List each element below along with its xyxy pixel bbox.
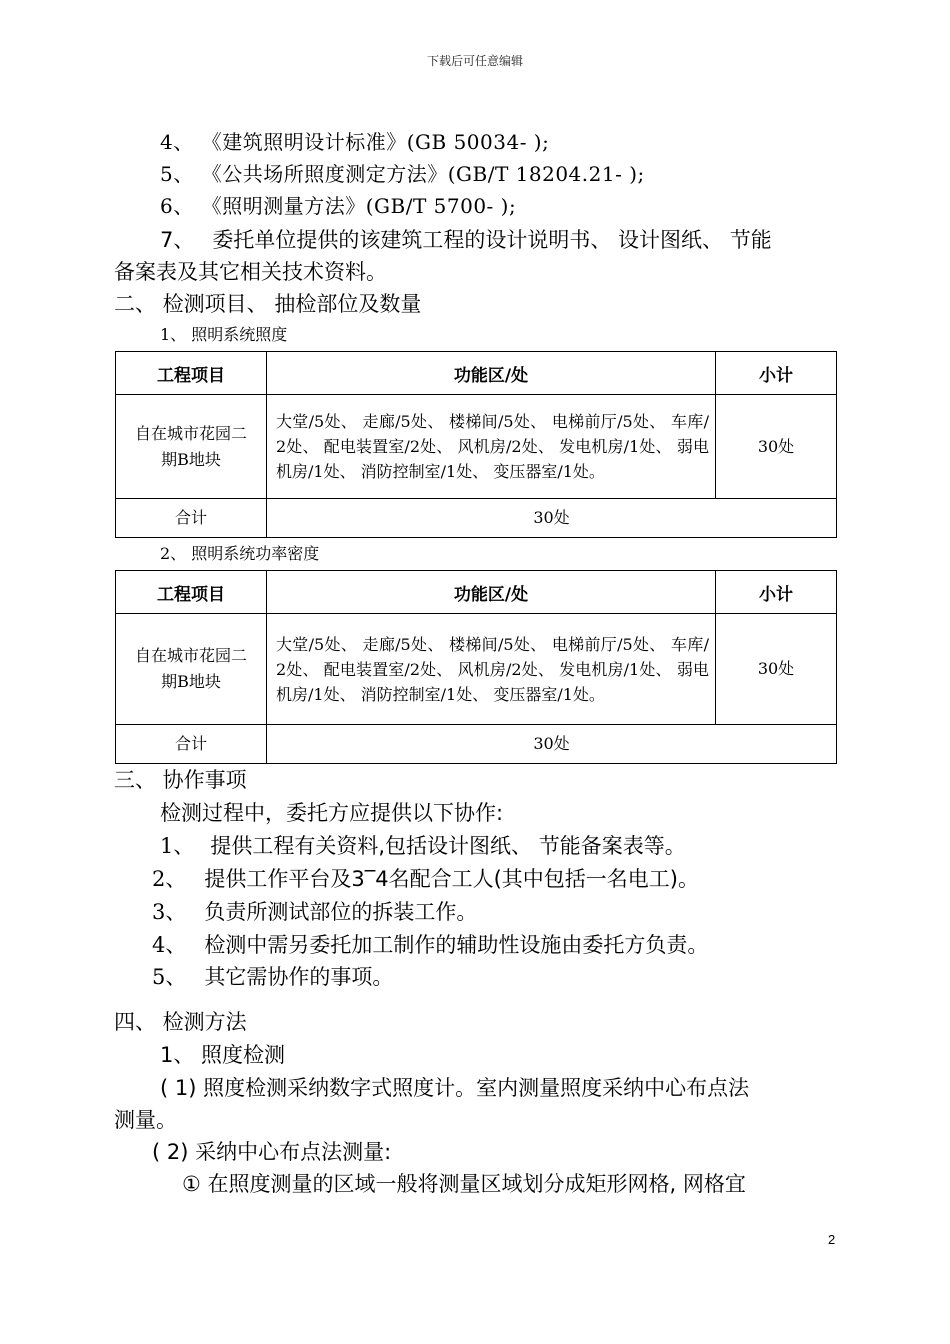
subtotal-cell: 30处 bbox=[716, 395, 837, 499]
reference-item-7 bbox=[160, 224, 772, 254]
total-label: 合计 bbox=[116, 725, 267, 764]
section-4-subheading-1: 1、 照度检测 bbox=[160, 1043, 286, 1067]
section-3-intro: 检测过程中，委托方应提供以下协作: bbox=[160, 801, 504, 825]
total-row bbox=[116, 725, 837, 764]
header-project: 工程项目 bbox=[116, 352, 267, 395]
project-line: 自在城市花园二 bbox=[134, 423, 247, 443]
areas-cell: 大堂/5处、 走廊/5处、 楼梯间/5处、 电梯前厅/5处、 车库/2处、 配电装置室/2处、 风机房/2处、 发电机房/1处、 弱电机房/1处、 消防控制室/1处、 变压器室/1处。 bbox=[267, 395, 716, 499]
cooperation-item-4 bbox=[152, 929, 708, 959]
total-value: 30处 bbox=[267, 725, 837, 764]
cooperation-item-2 bbox=[152, 863, 699, 893]
reference-number: 4、 bbox=[160, 130, 194, 154]
reference-text: 《公共场所照度测定方法》(GB/T 18204.21- ); bbox=[211, 162, 645, 186]
item-number: 1、 bbox=[160, 834, 195, 858]
project-line: 期B地块 bbox=[161, 449, 221, 469]
reference-item-5 bbox=[160, 158, 645, 187]
cooperation-item-3 bbox=[152, 896, 477, 926]
section-3-heading: 三、 协作事项 bbox=[114, 768, 247, 792]
method-paragraph-3: ① 在照度测量的区域一般将测量区域划分成矩形网格, 网格宜 bbox=[182, 1172, 746, 1196]
reference-text: 《建筑照明设计标准》(GB 50034- ); bbox=[211, 130, 550, 154]
table-row bbox=[116, 395, 837, 499]
table-header-row bbox=[116, 352, 837, 395]
section-2-subheading-1: 1、 照明系统照度 bbox=[160, 325, 288, 344]
section-4-heading: 四、 检测方法 bbox=[114, 1010, 247, 1034]
project-cell bbox=[116, 395, 267, 499]
areas-cell: 大堂/5处、 走廊/5处、 楼梯间/5处、 电梯前厅/5处、 车库/2处、 配电装置室/2处、 风机房/2处、 发电机房/1处、 弱电机房/1处、 消防控制室/1处、 变压器室/1处。 bbox=[267, 614, 716, 725]
table-row bbox=[116, 614, 837, 725]
header-subtotal: 小计 bbox=[716, 571, 837, 614]
reference-number: 6、 bbox=[160, 194, 194, 218]
subtotal-cell: 30处 bbox=[716, 614, 837, 725]
project-cell bbox=[116, 614, 267, 725]
project-line: 期B地块 bbox=[161, 672, 221, 691]
table-header-row bbox=[116, 571, 837, 614]
illuminance-table bbox=[115, 351, 837, 538]
reference-text: 《照明测量方法》(GB/T 5700- ); bbox=[211, 194, 517, 218]
total-label: 合计 bbox=[116, 499, 267, 538]
page-number: 2 bbox=[828, 1232, 836, 1247]
reference-number: 5、 bbox=[160, 162, 194, 186]
item-number: 3、 bbox=[152, 900, 187, 924]
header-area: 功能区/处 bbox=[267, 352, 716, 395]
project-line: 自在城市花园二 bbox=[134, 646, 247, 665]
reference-text-line2: 备案表及其它相关技术资料。 bbox=[114, 260, 387, 284]
header-subtotal: 小计 bbox=[716, 352, 837, 395]
method-paragraph-1-line1: ( 1) 照度检测采纳数字式照度计。室内测量照度采纳中心布点法 bbox=[160, 1076, 750, 1100]
power-density-table bbox=[115, 570, 837, 764]
item-text: 提供工程有关资料,包括设计图纸、 节能备案表等。 bbox=[210, 834, 686, 858]
reference-item-4 bbox=[160, 126, 549, 155]
total-row bbox=[116, 499, 837, 538]
item-text: 提供工作平台及3‾4名配合工人(其中包括一名电工)。 bbox=[204, 867, 699, 891]
reference-item-6 bbox=[160, 190, 516, 219]
section-2-heading: 二、 检测项目、 抽检部位及数量 bbox=[114, 292, 422, 316]
method-paragraph-1-line2: 测量。 bbox=[114, 1108, 177, 1132]
item-number: 5、 bbox=[152, 965, 187, 989]
cooperation-item-1 bbox=[160, 830, 686, 860]
item-text: 检测中需另委托加工制作的辅助性设施由委托方负责。 bbox=[204, 933, 709, 957]
total-value: 30处 bbox=[267, 499, 837, 538]
cooperation-item-5 bbox=[152, 961, 393, 991]
reference-text-line1: 委托单位提供的该建筑工程的设计说明书、 设计图纸、 节能 bbox=[212, 228, 772, 252]
item-number: 4、 bbox=[152, 933, 187, 957]
header-project: 工程项目 bbox=[116, 571, 267, 614]
section-2-subheading-2: 2、 照明系统功率密度 bbox=[160, 544, 320, 563]
item-text: 其它需协作的事项。 bbox=[204, 965, 394, 989]
header-area: 功能区/处 bbox=[267, 571, 716, 614]
reference-number: 7、 bbox=[160, 228, 195, 252]
page-header: 下载后可任意编辑 bbox=[426, 54, 523, 68]
method-paragraph-2: ( 2) 采纳中心布点法测量: bbox=[152, 1140, 392, 1164]
item-number: 2、 bbox=[152, 867, 187, 891]
item-text: 负责所测试部位的拆装工作。 bbox=[204, 900, 478, 924]
